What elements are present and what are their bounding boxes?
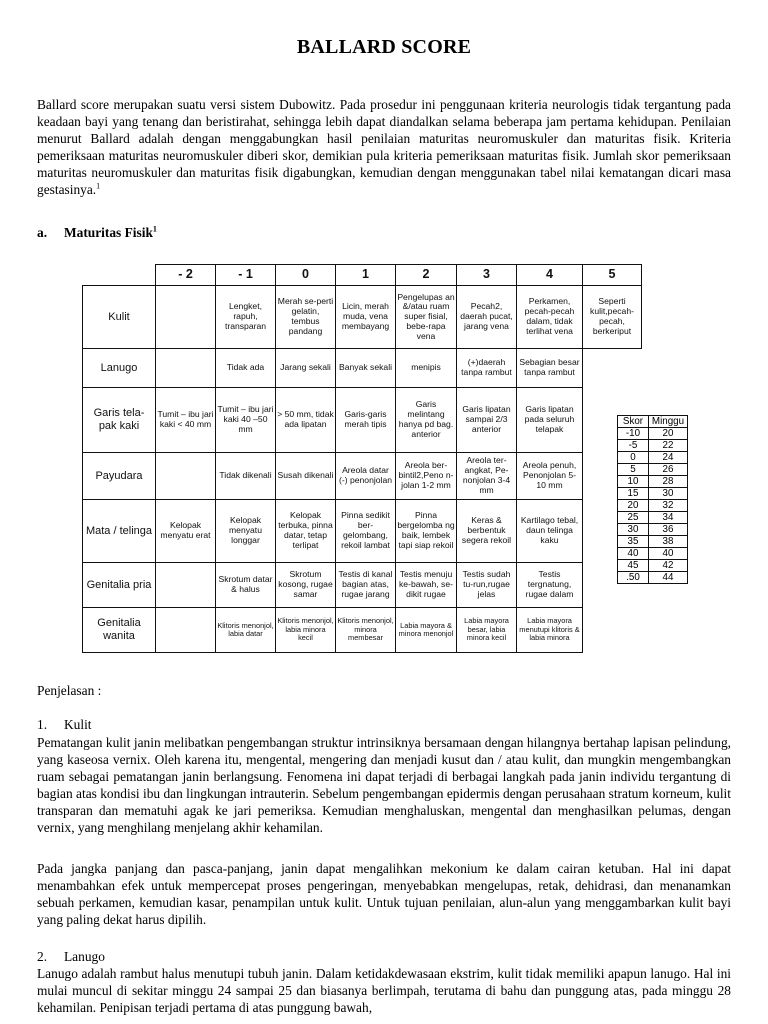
minggu-value: 32 xyxy=(649,500,688,512)
table-row xyxy=(618,488,688,500)
table-row xyxy=(618,452,688,464)
skor-value: 5 xyxy=(618,464,649,476)
row-label: Mata / telinga xyxy=(83,500,156,563)
skor-header: Skor xyxy=(618,416,649,428)
header-empty xyxy=(83,265,156,286)
table-cell: Klitoris menonjol, minora membesar xyxy=(336,608,396,653)
section-a-title: Maturitas Fisik xyxy=(64,225,153,240)
skor-value: 15 xyxy=(618,488,649,500)
table-cell: Testis tergnatung, rugae dalam xyxy=(517,563,583,608)
table-row-mata-telinga xyxy=(83,500,642,563)
table-cell: Labia mayora & minora menonjol xyxy=(396,608,457,653)
ballard-maturity-table xyxy=(82,264,642,653)
table-row xyxy=(618,440,688,452)
table-row-garis-telapak-kaki xyxy=(83,388,642,453)
table-cell: Skrotum datar & halus xyxy=(216,563,276,608)
table-cell: Merah se-perti gelatin, tembus pandang xyxy=(276,286,336,349)
table-cell: Areola ber-bintil2,Peno n- jolan 1-2 mm xyxy=(396,453,457,500)
table-cell: Areola ter-angkat, Pe-nonjolan 3-4 mm xyxy=(457,453,517,500)
skor-value: 35 xyxy=(618,536,649,548)
table-cell xyxy=(156,608,216,653)
row-label: Genitalia pria xyxy=(83,563,156,608)
table-row xyxy=(618,476,688,488)
item-2-heading xyxy=(37,949,731,966)
table-cell: Jarang sekali xyxy=(276,349,336,388)
table-cell: Pinna bergelomba ng baik, lembek tapi siap rekoil xyxy=(396,500,457,563)
table-cell: Testis sudah tu-run,rugae jelas xyxy=(457,563,517,608)
table-cell: Sebagian besar tanpa rambut xyxy=(517,349,583,388)
item-2-title: Lanugo xyxy=(64,949,105,964)
table-cell: Pinna sedikit ber-gelombang, rekoil lambat xyxy=(336,500,396,563)
item-1-heading xyxy=(37,717,731,734)
minggu-value: 42 xyxy=(649,560,688,572)
minggu-value: 28 xyxy=(649,476,688,488)
table-row xyxy=(618,428,688,440)
header-score-2: 2 xyxy=(396,265,457,286)
table-cell: Klitoris menonjol, labia datar xyxy=(216,608,276,653)
row-label: Garis tela-pak kaki xyxy=(83,388,156,453)
table-cell: Kelopak menyatu erat xyxy=(156,500,216,563)
header-score-3: 3 xyxy=(457,265,517,286)
item-1-paragraph-2: Pada jangka panjang dan pasca-panjang, janin dapat mengalihkan mekonium ke dalam cairan ketuban. Hal ini dapat menambahkan efek untuk mempercepat proses pengeringan, menyebabkan mengelupas, retak, dehidrasi, dan menanamkan sebuah perkamen, kemudian kasar, penampilan untuk kulit. Untuk tujuan penilaian, alun-alun yang menggambarkan kulit bayi yang paling dekat harus dipilih. xyxy=(37,861,731,927)
item-2-number: 2. xyxy=(37,949,48,964)
header-score-minus-2: - 2 xyxy=(156,265,216,286)
table-cell: Areola penuh, Penonjolan 5- 10 mm xyxy=(517,453,583,500)
table-cell: Licin, merah muda, vena membayang xyxy=(336,286,396,349)
table-cell xyxy=(156,349,216,388)
row-label: Kulit xyxy=(83,286,156,349)
row-label: Payudara xyxy=(83,453,156,500)
section-a-reference: 1 xyxy=(152,224,157,234)
table-cell: Seperti kulit,pecah-pecah, berkeriput xyxy=(583,286,642,349)
table-row xyxy=(618,560,688,572)
table-row xyxy=(618,500,688,512)
table-header-row xyxy=(83,265,642,286)
table-cell: Skrotum kosong, rugae samar xyxy=(276,563,336,608)
section-a-heading xyxy=(37,225,157,241)
section-a-number: a. xyxy=(37,225,48,240)
skor-value: 0 xyxy=(618,452,649,464)
header-score-0: 0 xyxy=(276,265,336,286)
table-cell: Kelopak terbuka, pinna datar, tetap terlipat xyxy=(276,500,336,563)
skor-value: 10 xyxy=(618,476,649,488)
table-cell: Garis lipatan pada seluruh telapak xyxy=(517,388,583,453)
table-row-lanugo xyxy=(83,349,642,388)
skor-value: -10 xyxy=(618,428,649,440)
item-2-paragraph: Lanugo adalah rambut halus menutupi tubuh janin. Dalam ketidakdewasaan ekstrim, kulit tidak memiliki apapun lanugo. Hal ini mulai muncul di sekitar minggu 24 sampai 25 dan biasanya berlimpah, terutama di bahu dan punggung atas, pada minggu 28 kehamilan. Penipisan terjadi pertama di atas punggung bawah, xyxy=(37,966,731,1015)
skor-value: -5 xyxy=(618,440,649,452)
minggu-value: 34 xyxy=(649,512,688,524)
table-row-payudara xyxy=(83,453,642,500)
table-cell: Tidak dikenali xyxy=(216,453,276,500)
header-score-1: 1 xyxy=(336,265,396,286)
table-cell-empty xyxy=(583,608,642,653)
table-cell: (+)daerah tanpa rambut xyxy=(457,349,517,388)
table-row xyxy=(618,524,688,536)
table-row-kulit xyxy=(83,286,642,349)
table-row-genitalia-pria xyxy=(83,563,642,608)
table-cell: Tumit – ibu jari kaki < 40 mm xyxy=(156,388,216,453)
table-cell-empty xyxy=(583,349,642,388)
table-cell: Kartilago tebal, daun telinga kaku xyxy=(517,500,583,563)
table-cell: Klitoris menonjol, labia minora kecil xyxy=(276,608,336,653)
skor-value: 20 xyxy=(618,500,649,512)
minggu-value: 30 xyxy=(649,488,688,500)
skor-value: .50 xyxy=(618,572,649,584)
minggu-value: 44 xyxy=(649,572,688,584)
table-cell: Testis menuju ke-bawah, se-dikit rugae xyxy=(396,563,457,608)
intro-paragraph xyxy=(37,97,731,198)
table-cell: > 50 mm, tidak ada lipatan xyxy=(276,388,336,453)
skor-value: 30 xyxy=(618,524,649,536)
row-label: Genitalia wanita xyxy=(83,608,156,653)
table-row xyxy=(618,572,688,584)
table-cell xyxy=(156,453,216,500)
table-cell: Keras & berbentuk segera rekoil xyxy=(457,500,517,563)
minggu-value: 22 xyxy=(649,440,688,452)
table-cell: Tidak ada xyxy=(216,349,276,388)
table-cell: Garis-garis merah tipis xyxy=(336,388,396,453)
table-row xyxy=(618,536,688,548)
table-cell: Pengelupas an &/atau ruam super fisial, bebe-rapa vena xyxy=(396,286,457,349)
table-cell: Tumit – ibu jari kaki 40 –50 mm xyxy=(216,388,276,453)
skor-value: 25 xyxy=(618,512,649,524)
table-row-genitalia-wanita xyxy=(83,608,642,653)
table-cell: Susah dikenali xyxy=(276,453,336,500)
minggu-value: 24 xyxy=(649,452,688,464)
table-cell: Pecah2, daerah pucat, jarang vena xyxy=(457,286,517,349)
item-1-number: 1. xyxy=(37,717,48,732)
table-cell: Banyak sekali xyxy=(336,349,396,388)
table-cell: Labia mayora menutupi klitoris & labia minora xyxy=(517,608,583,653)
table-cell: Garis lipatan sampai 2/3 anterior xyxy=(457,388,517,453)
table-cell: Lengket, rapuh, transparan xyxy=(216,286,276,349)
table-cell: Testis di kanal bagian atas, rugae jarang xyxy=(336,563,396,608)
table-cell: Labia mayora besar, labia minora kecil xyxy=(457,608,517,653)
table-cell: Garis melintang hanya pd bag. anterior xyxy=(396,388,457,453)
table-cell: Perkamen, pecah-pecah dalam, tidak terlihat vena xyxy=(517,286,583,349)
table-cell: Kelopak menyatu longgar xyxy=(216,500,276,563)
minggu-header: Minggu xyxy=(649,416,688,428)
item-1-paragraph-1: Pematangan kulit janin melibatkan pengembangan struktur intrinsiknya bersamaan dengan hilangnya bertahap lapisan pelindung, yang kaseosa vernix. Oleh karena itu, mengental, mengering dan menjadi kusut dan / atau kulit, dan mungkin mengembangkan ruam sebagai pematangan janin berlangsung. Fenomena ini dapat terjadi di berbagai langkah pada janin individu tergantung di bagian atas kondisi ibu dan lingkungan intrauterin. Sebelum pengembangan epidermis dengan perusahaan stratum korneum, kulit transparan dan mematuhi agak ke jari pemeriksa. Kemudian menghaluskan, mengental dan menghasilkan pelumas, dengan vernix, yang menghilang menjelang akhir kehamilan. xyxy=(37,735,731,835)
table-cell xyxy=(156,286,216,349)
penjelasan-label: Penjelasan : xyxy=(37,683,102,698)
skor-value: 40 xyxy=(618,548,649,560)
header-score-minus-1: - 1 xyxy=(216,265,276,286)
header-score-5: 5 xyxy=(583,265,642,286)
table-cell: menipis xyxy=(396,349,457,388)
intro-reference: 1 xyxy=(96,181,101,191)
intro-text: Ballard score merupakan suatu versi sistem Dubowitz. Pada prosedur ini penggunaan kriteria neurologis tidak tergantung pada keadaan bayi yang tenang dan beristirahat, sehingga lebih dapat diandalkan selama beberapa jam pertama kehidupan. Penilaian menurut Ballard adalah dengan menggabungkan hasil penilaian maturitas neuromuskuler dan maturitas fisik. Kriteria pemeriksaan maturitas neuromuskuler diberi skor, demikian pula kriteria pemeriksaan maturitas fisik. Jumlah skor pemeriksaan maturitas neuromuskuler dan maturitas fisik digabungkan, kemudian dengan menggunakan tabel nilai kematangan dicari masa gestasinya. xyxy=(37,97,731,197)
table-row xyxy=(618,512,688,524)
table-cell xyxy=(156,563,216,608)
minggu-value: 40 xyxy=(649,548,688,560)
row-label: Lanugo xyxy=(83,349,156,388)
header-score-4: 4 xyxy=(517,265,583,286)
skor-value: 45 xyxy=(618,560,649,572)
minggu-value: 26 xyxy=(649,464,688,476)
minggu-value: 38 xyxy=(649,536,688,548)
table-row xyxy=(618,464,688,476)
skor-minggu-table xyxy=(617,415,688,584)
table-row xyxy=(618,548,688,560)
table-cell: Areola datar (-) penonjolan xyxy=(336,453,396,500)
skor-header-row xyxy=(618,416,688,428)
minggu-value: 36 xyxy=(649,524,688,536)
page-title: BALLARD SCORE xyxy=(296,36,472,58)
minggu-value: 20 xyxy=(649,428,688,440)
item-1-title: Kulit xyxy=(64,717,92,732)
